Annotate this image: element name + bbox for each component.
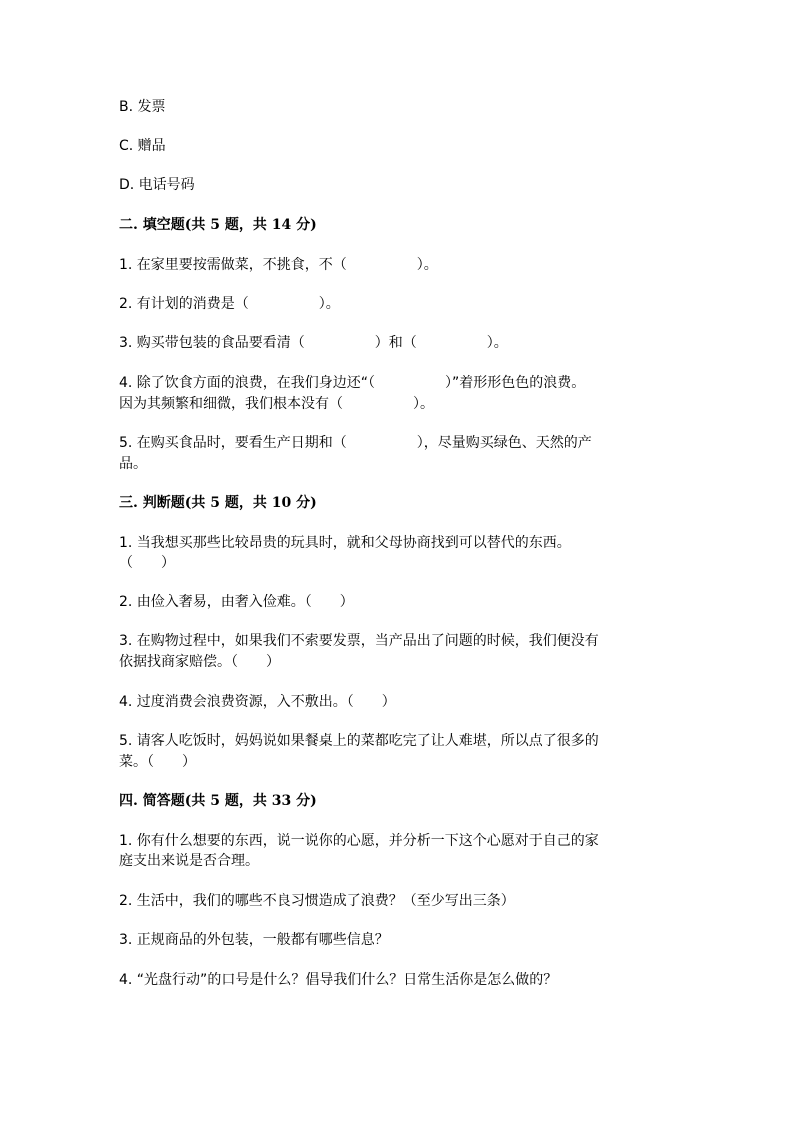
section2-q4-line1: 4. 除了饮食方面的浪费，在我们身边还“（ ）”着形形色色的浪费。 xyxy=(119,375,586,391)
section2-q1: 1. 在家里要按需做菜，不挑食，不（ ）。 xyxy=(119,257,438,273)
section3-q3-line2: 依据找商家赔偿。（ ） xyxy=(119,654,280,670)
section4-q1-line2: 庭支出来说是否合理。 xyxy=(119,853,259,869)
section2-q5-line2: 品。 xyxy=(119,456,147,472)
option-c: C. 赠品 xyxy=(119,138,166,154)
section2-q4-line2: 因为其频繁和细微，我们根本没有（ ）。 xyxy=(119,396,434,412)
section3-q3-line1: 3. 在购物过程中，如果我们不索要发票，当产品出了问题的时候，我们便没有 xyxy=(119,633,599,649)
section4-q4: 4. “光盘行动”的口号是什么？倡导我们什么？日常生活你是怎么做的？ xyxy=(119,972,558,988)
section4-heading: 四. 简答题(共 5 题，共 33 分) xyxy=(119,793,317,809)
section2-heading: 二. 填空题(共 5 题，共 14 分) xyxy=(119,217,317,233)
section2-q5-line1: 5. 在购买食品时，要看生产日期和（ ），尽量购买绿色、天然的产 xyxy=(119,435,592,451)
section3-q5-line1: 5. 请客人吃饭时，妈妈说如果餐桌上的菜都吃完了让人难堪，所以点了很多的 xyxy=(119,733,599,749)
section3-q2: 2. 由俭入奢易，由奢入俭难。（ ） xyxy=(119,594,354,610)
section4-q3: 3. 正规商品的外包装，一般都有哪些信息？ xyxy=(119,932,389,948)
section3-q4: 4. 过度消费会浪费资源，入不敷出。（ ） xyxy=(119,694,396,710)
option-d: D. 电话号码 xyxy=(119,177,195,193)
section4-q1-line1: 1. 你有什么想要的东西，说一说你的心愿，并分析一下这个心愿对于自己的家 xyxy=(119,833,599,849)
section4-q2: 2. 生活中，我们的哪些不良习惯造成了浪费？（至少写出三条） xyxy=(119,893,515,909)
section3-heading: 三. 判断题(共 5 题，共 10 分) xyxy=(119,495,317,511)
section3-q5-line2: 菜。（ ） xyxy=(119,754,196,770)
section3-q1-line2: （ ） xyxy=(119,555,175,571)
option-b: B. 发票 xyxy=(119,99,166,115)
section2-q2: 2. 有计划的消费是（ ）。 xyxy=(119,296,340,312)
section3-q1-line1: 1. 当我想买那些比较昂贵的玩具时，就和父母协商找到可以替代的东西。 xyxy=(119,535,571,551)
section2-q3: 3. 购买带包装的食品要看清（ ）和（ ）。 xyxy=(119,335,508,351)
